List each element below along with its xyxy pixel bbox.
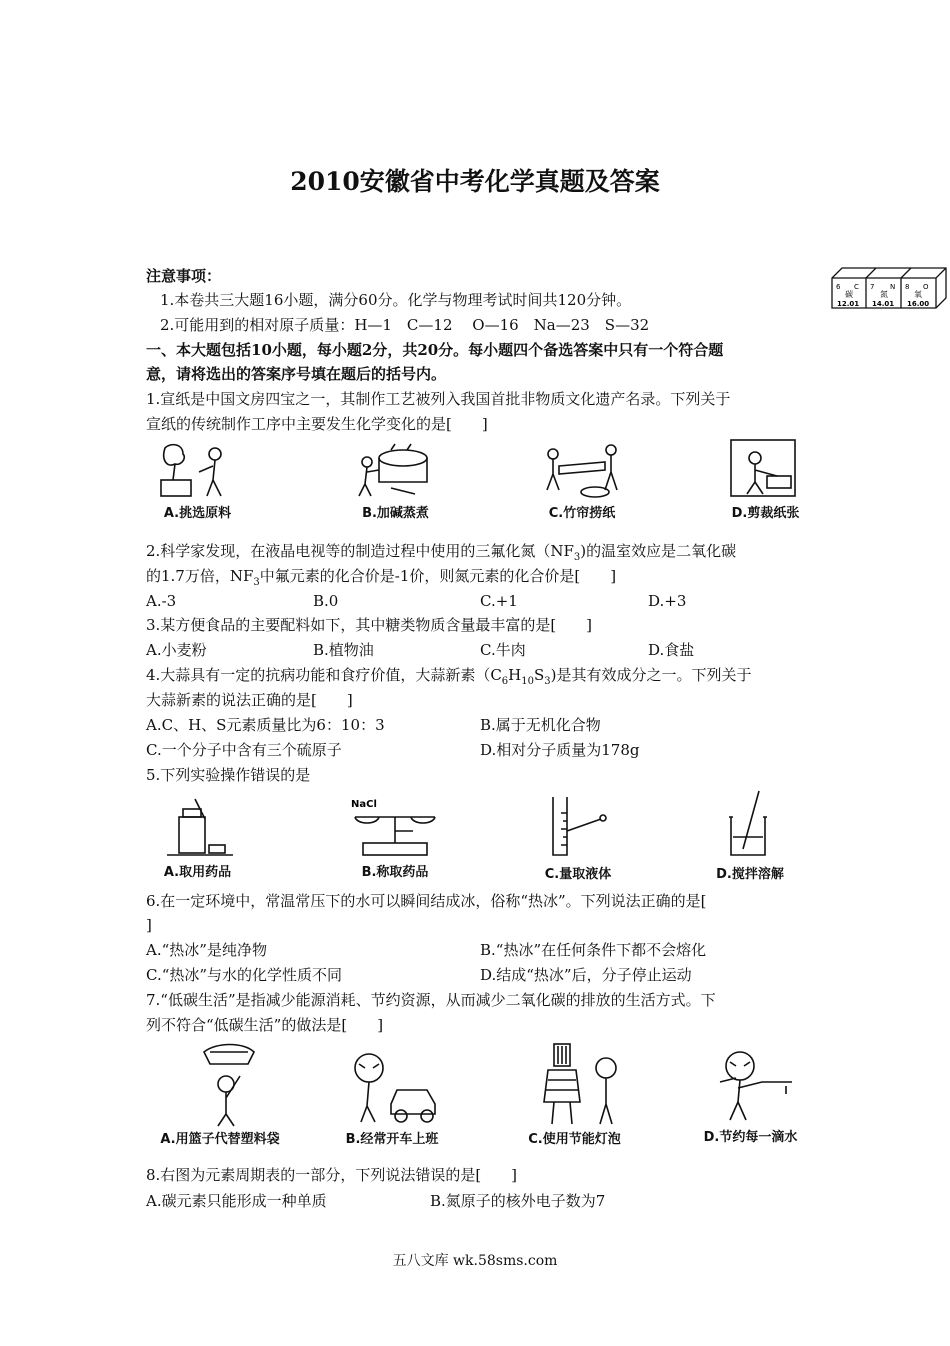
element-oxygen [905,283,929,308]
energy-saving-bulb-illustration [520,1040,630,1128]
q2-text-cont: 的1.7万倍，$NF_3$中氟元素的化合价是-1价，则氮元素的化合价是[ ] [146,567,617,588]
svg-text:7: 7 [870,283,875,291]
q4-option-d: D.相对分子质量为178g [480,741,640,759]
q6-option-c: C.“热冰”与水的化学性质不同 [146,966,343,984]
nacl-label: NaCl [350,799,377,810]
q4-text-cont: 大蒜新素的说法正确的是[ ] [146,691,353,709]
q1-option-d [718,436,813,521]
q7-option-d-label: D.节约每一滴水 [703,1130,798,1145]
q1-option-a-label: A.挑选原料 [163,506,232,521]
svg-text:8: 8 [905,283,910,291]
svg-text:12.01: 12.01 [837,300,860,308]
q1-option-c-label: C.竹帘捞纸 [548,506,616,521]
saving-water-illustration [696,1042,806,1126]
svg-text:N: N [890,283,896,291]
q7-option-b [332,1046,452,1147]
q5-option-b [340,795,450,880]
page-title: 2010安徽省中考化学真题及答案 [290,167,660,196]
taking-reagent-illustration [153,795,243,861]
q4-option-a: A.C、H、S元素质量比为6：10：3 [146,716,385,734]
basket-illustration [160,1042,280,1128]
measuring-liquid-illustration [531,793,626,863]
q8-option-b: B.氮原子的核外电子数为7 [430,1192,606,1210]
q1-option-c [532,440,632,521]
sorting-materials-illustration [153,440,243,502]
footer-watermark: 五八文库 wk.58sms.com [392,1253,558,1269]
q5-option-a-label: A.取用药品 [163,865,232,880]
q1-text-cont: 宣纸的传统制作工序中主要发生化学变化的是[ ] [146,415,488,433]
q2-option-d: D.+3 [648,592,687,610]
svg-text:氮: 氮 [880,290,888,299]
section-1-heading-cont: 意，请将选出的答案序号填在题后的括号内。 [146,365,447,383]
q7-option-b-label: B.经常开车上班 [345,1132,439,1147]
q5-option-d-label: D.搅拌溶解 [716,867,784,882]
svg-text:氧: 氧 [914,290,922,299]
q1-option-b [348,440,443,521]
notice-heading: 注意事项： [146,267,222,285]
q7-text: 7.“低碳生活”是指减少能源消耗、节约资源，从而减少二氧化碳的排放的生活方式。下 [146,991,716,1009]
element-nitrogen [870,283,895,308]
svg-text:6: 6 [836,283,841,291]
q5-option-c-label: C.量取液体 [544,867,612,882]
svg-text:O: O [923,283,929,291]
q4-option-c: C.一个分子中含有三个硫原子 [146,741,342,759]
q7-option-c-label: C.使用节能灯泡 [528,1132,621,1147]
q3-option-a: A.小麦粉 [146,641,207,659]
section-1-heading: 一、本大题包括10小题，每小题2分，共20分。每小题四个备选答案中只有一个符合题 [146,341,724,359]
q5-text: 5.下列实验操作错误的是 [146,766,311,784]
q2-option-b: B.0 [313,592,339,610]
q7-option-c [512,1040,637,1147]
notice-item-2: 2.可能用到的相对原子质量：H—1 C—12 O—16 Na—23 S—32 [160,316,650,334]
q6-option-a: A.“热冰”是纯净物 [146,941,267,959]
q1-option-b-label: B.加碱蒸煮 [362,506,429,521]
q2-text: 2.科学家发现，在液晶电视等的制造过程中使用的三氟化氮$(NF_3)$的温室效应是二氧化碳 [146,542,737,563]
q4-text: 4.大蒜具有一定的抗病功能和食疗价值，大蒜新素$(C_6H_{10}S_3)$是其有效成分之一。下列关于 [146,666,752,687]
cutting-paper-illustration [721,436,811,502]
q6-option-d: D.结成“热冰”后，分子停止运动 [480,966,692,984]
q7-option-d [688,1042,813,1145]
q5-option-a [150,795,245,880]
q6-text: 6.在一定环境中，常温常压下的水可以瞬间结成冰，俗称“热冰”。下列说法正确的是[ [146,892,707,910]
q5-option-d [700,787,800,882]
svg-text:C: C [854,283,859,291]
weighing-reagent-illustration [343,795,448,861]
q1-option-a [150,440,245,521]
q7-option-a [150,1042,290,1147]
q8-option-a: A.碳元素只能形成一种单质 [146,1192,327,1210]
q7-text-cont: 列不符合“低碳生活”的做法是[ ] [146,1016,384,1034]
q2-option-c: C.+1 [480,592,518,610]
q7-option-a-label: A.用篮子代替塑料袋 [160,1132,280,1147]
q4-option-b: B.属于无机化合物 [480,716,601,734]
q8-text: 8.右图为元素周期表的一部分，下列说法错误的是[ ] [146,1166,518,1184]
q2-option-a: A.-3 [146,592,177,610]
boiling-with-alkali-illustration [351,440,441,502]
driving-car-illustration [337,1046,447,1128]
q1-option-d-label: D.剪裁纸张 [731,506,800,521]
paper-scooping-illustration [535,440,630,502]
stirring-solution-illustration [703,787,798,863]
svg-text:16.00: 16.00 [907,300,930,308]
q5-option-b-label: B.称取药品 [361,865,429,880]
q3-option-d: D.食盐 [648,641,695,659]
element-carbon [836,283,859,308]
notice-item-1: 1.本卷共三大题16小题，满分60分。化学与物理考试时间共120分钟。 [160,291,632,309]
q5-option-c [528,793,628,882]
q3-text: 3.某方便食品的主要配料如下，其中糖类物质含量最丰富的是[ ] [146,616,593,634]
q1-text: 1.宣纸是中国文房四宝之一，其制作工艺被列入我国首批非物质文化遗产名录。下列关于 [146,390,731,408]
q3-option-c: C.牛肉 [480,641,526,659]
q6-text-cont: ] [146,916,152,934]
svg-text:碳: 碳 [845,290,853,299]
q6-option-b: B.“热冰”在任何条件下都不会熔化 [480,941,707,959]
periodic-table-fragment [830,264,948,310]
svg-text:14.01: 14.01 [872,300,895,308]
q3-option-b: B.植物油 [313,641,374,659]
